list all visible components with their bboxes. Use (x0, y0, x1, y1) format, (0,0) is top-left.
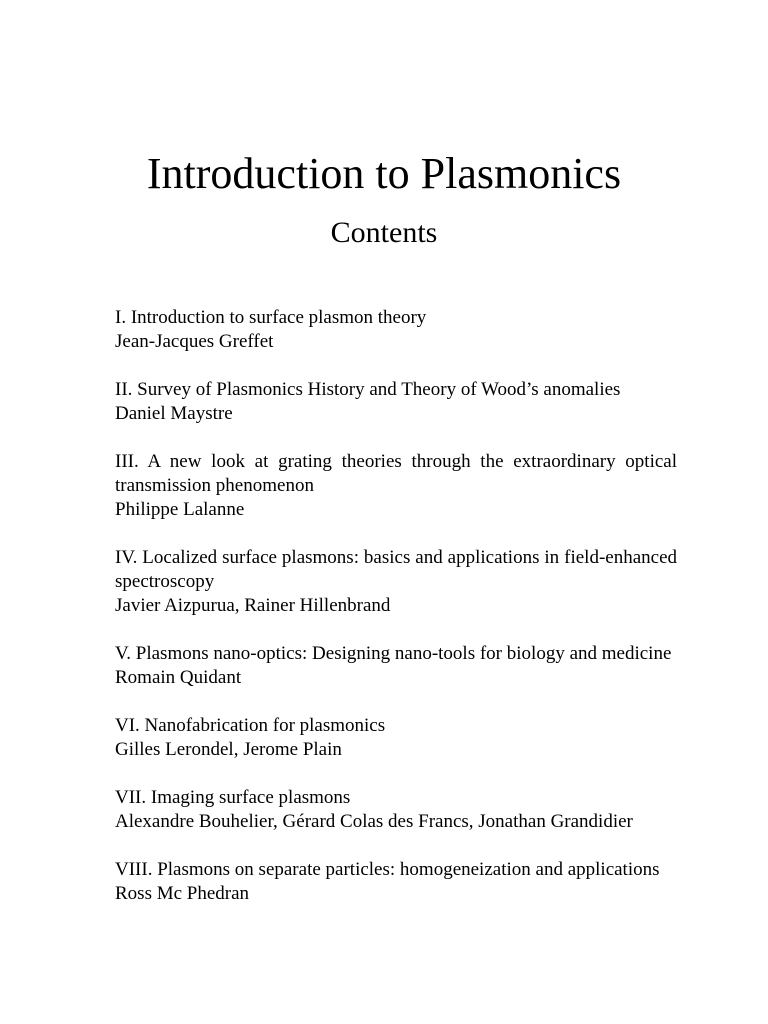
document-title: Introduction to Plasmonics (146, 149, 622, 198)
contents-entry (115, 450, 677, 522)
contents-entry (115, 714, 677, 762)
chapter-title: II. Survey of Plasmonics History and Theory of Wood’s anomalies (115, 379, 621, 400)
chapter-authors: Romain Quidant (115, 667, 242, 688)
chapter-authors: Ross Mc Phedran (115, 883, 250, 904)
contents-heading: Contents (330, 216, 438, 249)
chapter-title: VII. Imaging surface plasmons (115, 787, 351, 808)
chapter-title: I. Introduction to surface plasmon theory (115, 307, 427, 328)
chapter-authors: Alexandre Bouhelier, Gérard Colas des Francs, Jonathan Grandidier (115, 811, 633, 832)
chapter-title: V. Plasmons nano-optics: Designing nano-tools for biology and medicine (115, 643, 672, 664)
chapter-authors: Daniel Maystre (115, 403, 233, 424)
chapter-title: VI. Nanofabrication for plasmonics (115, 715, 386, 736)
chapter-title: IV. Localized surface plasmons: basics and applications in field-enhanced spectroscopy (115, 547, 677, 592)
chapter-authors: Philippe Lalanne (115, 499, 245, 520)
contents-entry (115, 378, 677, 426)
contents-entry (115, 546, 677, 618)
chapter-title: VIII. Plasmons on separate particles: homogeneization and applications (115, 859, 660, 880)
contents-list (115, 306, 677, 930)
contents-entry (115, 642, 677, 690)
contents-entry (115, 786, 677, 834)
contents-entry (115, 306, 677, 354)
chapter-authors: Jean-Jacques Greffet (115, 331, 274, 352)
chapter-authors: Gilles Lerondel, Jerome Plain (115, 739, 342, 760)
chapter-authors: Javier Aizpurua, Rainer Hillenbrand (115, 595, 391, 616)
contents-entry (115, 858, 677, 906)
chapter-title: III. A new look at grating theories through the extraordinary optical transmission phenomenon (115, 451, 677, 496)
